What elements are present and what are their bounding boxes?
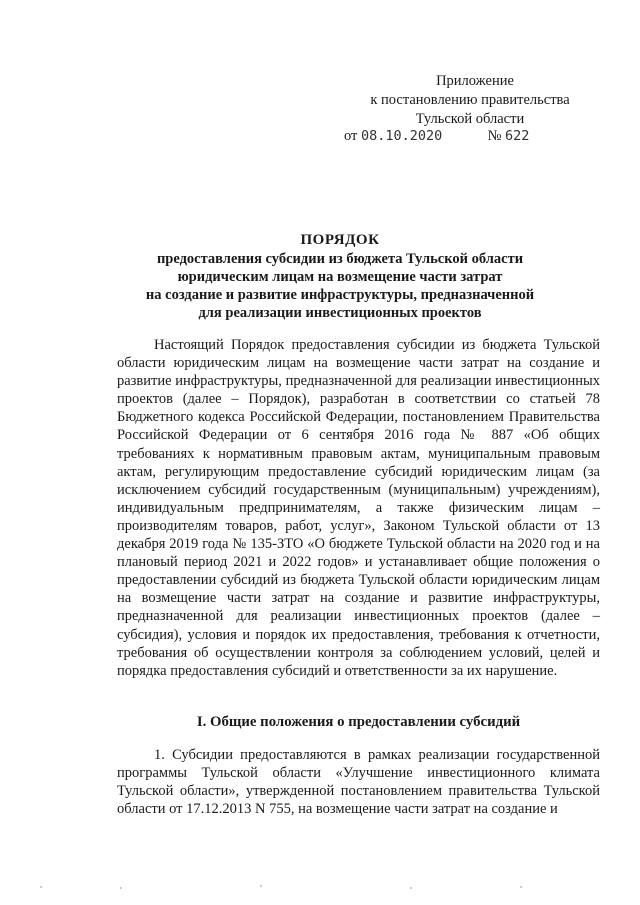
appendix-label: Приложение <box>436 73 514 89</box>
scan-artifacts <box>0 882 640 892</box>
title-line-3: на создание и развитие инфраструктуры, предназначенной <box>145 287 535 303</box>
document-title <box>80 231 600 322</box>
title-line-1: предоставления субсидии из бюджета Тульской области <box>156 251 524 267</box>
title-main: ПОРЯДОК <box>300 232 380 248</box>
date-number-line <box>344 128 529 145</box>
section-paragraph-1: 1. Субсидии предоставляются в рамках реализации государственной программы Тульской области «Улучшение инвестиционного климата Тульской области», утвержденной постановлением правительства Тульской области от 17.12.2013 N 755, на возмещение части затрат на создание и <box>117 747 600 818</box>
date-prefix: от <box>344 128 358 144</box>
document-date: 08.10.2020 <box>361 128 443 144</box>
title-line-2: юридическим лицам на возмещение части затрат <box>177 269 503 285</box>
intro-paragraph: Настоящий Порядок предоставления субсидии из бюджета Тульской области юридическим лицам на возмещение части затрат на создание и развитие инфраструктуры, предназначенной для реализации инвестиционных проектов (далее – Порядок), разработан в соответствии со статьей 78 Бюджетного кодекса Российской Федерации, постановлением Правительства Российской Федерации от 6 сентября 2016 года № 887 «Об общих требованиях к нормативным правовым актам, муниципальным правовым актам, регулирующим предоставление субсидий юридическим лицам (за исключением субсидий государственным (муниципальным) учреждениям), индивидуальным предпринимателям, а также физическим лицам – производителям товаров, работ, услуг», Законом Тульской области от 13 декабря 2019 года № 135-ЗТО «О бюджете Тульской области на 2020 год и на плановый период 2021 и 2022 годов» и устанавливает общие положения о предоставлении субсидий из бюджета Тульской области юридическим лицам на возмещение части затрат на создание и развитие инфраструктуры, предназначенной для реализации инвестиционных проектов (далее – субсидия), условия и порядок их предоставления, требования к отчетности, требования об осуществлении контроля за соблюдением условий, целей и порядка предоставления субсидий и ответственности за их нарушение. <box>117 337 600 679</box>
document-number: 622 <box>505 128 530 144</box>
appendix-header <box>340 72 600 129</box>
appendix-region: Тульской области <box>415 111 525 127</box>
section-heading: I. Общие положения о предоставлении субсидий <box>196 714 521 730</box>
appendix-resolution-ref: к постановлению правительства <box>370 92 570 108</box>
title-line-4: для реализации инвестиционных проектов <box>198 305 482 321</box>
number-prefix: № <box>487 128 502 144</box>
